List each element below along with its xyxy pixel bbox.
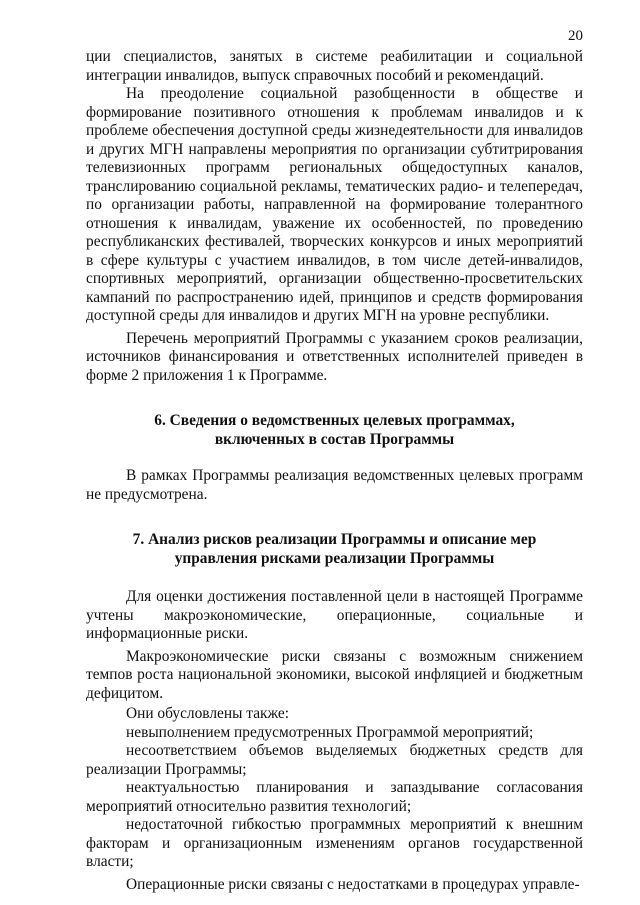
section-6-heading bbox=[86, 411, 583, 449]
section-7-heading-line2: управления рисками реализации Программы bbox=[174, 550, 495, 567]
section-7-list-item: неактуальностью планирования и запаздывание согласования мероприятий относительно развития технологий; bbox=[86, 779, 583, 815]
document-body bbox=[86, 48, 583, 894]
section-6-text: В рамках Программы реализация ведомственных целевых программ не предусмотрена. bbox=[86, 467, 583, 503]
section-7-paragraph: Они обусловлены также: bbox=[126, 705, 290, 722]
section-7-heading bbox=[86, 530, 583, 568]
section-6-heading-line2: включенных в состав Программы bbox=[214, 431, 455, 448]
section-7-paragraph: Для оценки достижения поставленной цели в настоящей Программе учтены макроэкономические, операционные, социальные и информационные риски. bbox=[86, 588, 583, 642]
page-number: 20 bbox=[568, 28, 583, 44]
section-6-heading-line1: 6. Сведения о ведомственных целевых программах, bbox=[154, 412, 515, 429]
section-7-list-item: недостаточной гибкостью программных мероприятий к внешним факторам и организационным изменениям органов государственной власти; bbox=[86, 816, 583, 870]
paragraph-social-isolation: На преодоление социальной разобщенности в обществе и формирование позитивного отношения к проблемам инвалидов и к проблеме обеспечения доступной среды жизнедеятельности для инвалидов и других МГН направлены мероприятия по организации субтитрирования телевизионных программ региональных общедоступных каналов, транслированию социальной рекламы, тематических радио- и телепередач, по организации работы, направленной на формирование толерантного отношения к инвалидам, уважение их особенностей, по проведению республиканских фестивалей, творческих конкурсов и иных мероприятий в сфере культуры с участием инвалидов, в том числе детей-инвалидов, спортивных мероприятий, организации общественно-просветительских кампаний по распространению идей, принципов и средств формирования доступной среды для инвалидов и других МГН на уровне республики. bbox=[86, 85, 583, 324]
section-7-paragraph: Макроэкономические риски связаны с возможным снижением темпов роста национальной экономики, высокой инфляцией и бюджетным дефицитом. bbox=[86, 647, 583, 702]
paragraph-program-list: Перечень мероприятий Программы с указанием сроков реализации, источников финансирования и ответственных исполнителей приведен в форме 2 приложения 1 к Программе. bbox=[86, 329, 583, 384]
paragraph-continuation: ции специалистов, занятых в системе реабилитации и социальной интеграции инвалидов, выпуск справочных пособий и рекомендаций. bbox=[86, 48, 583, 84]
section-7-paragraph: Операционные риски связаны с недостатками в процедурах управле- bbox=[126, 875, 580, 893]
section-7-list-item: невыполнением предусмотренных Программой мероприятий; bbox=[126, 723, 534, 741]
section-7-list-item: несоответствием объемов выделяемых бюджетных средств для реализации Программы; bbox=[86, 742, 583, 778]
section-7-heading-line1: 7. Анализ рисков реализации Программы и описание мер bbox=[132, 531, 537, 548]
